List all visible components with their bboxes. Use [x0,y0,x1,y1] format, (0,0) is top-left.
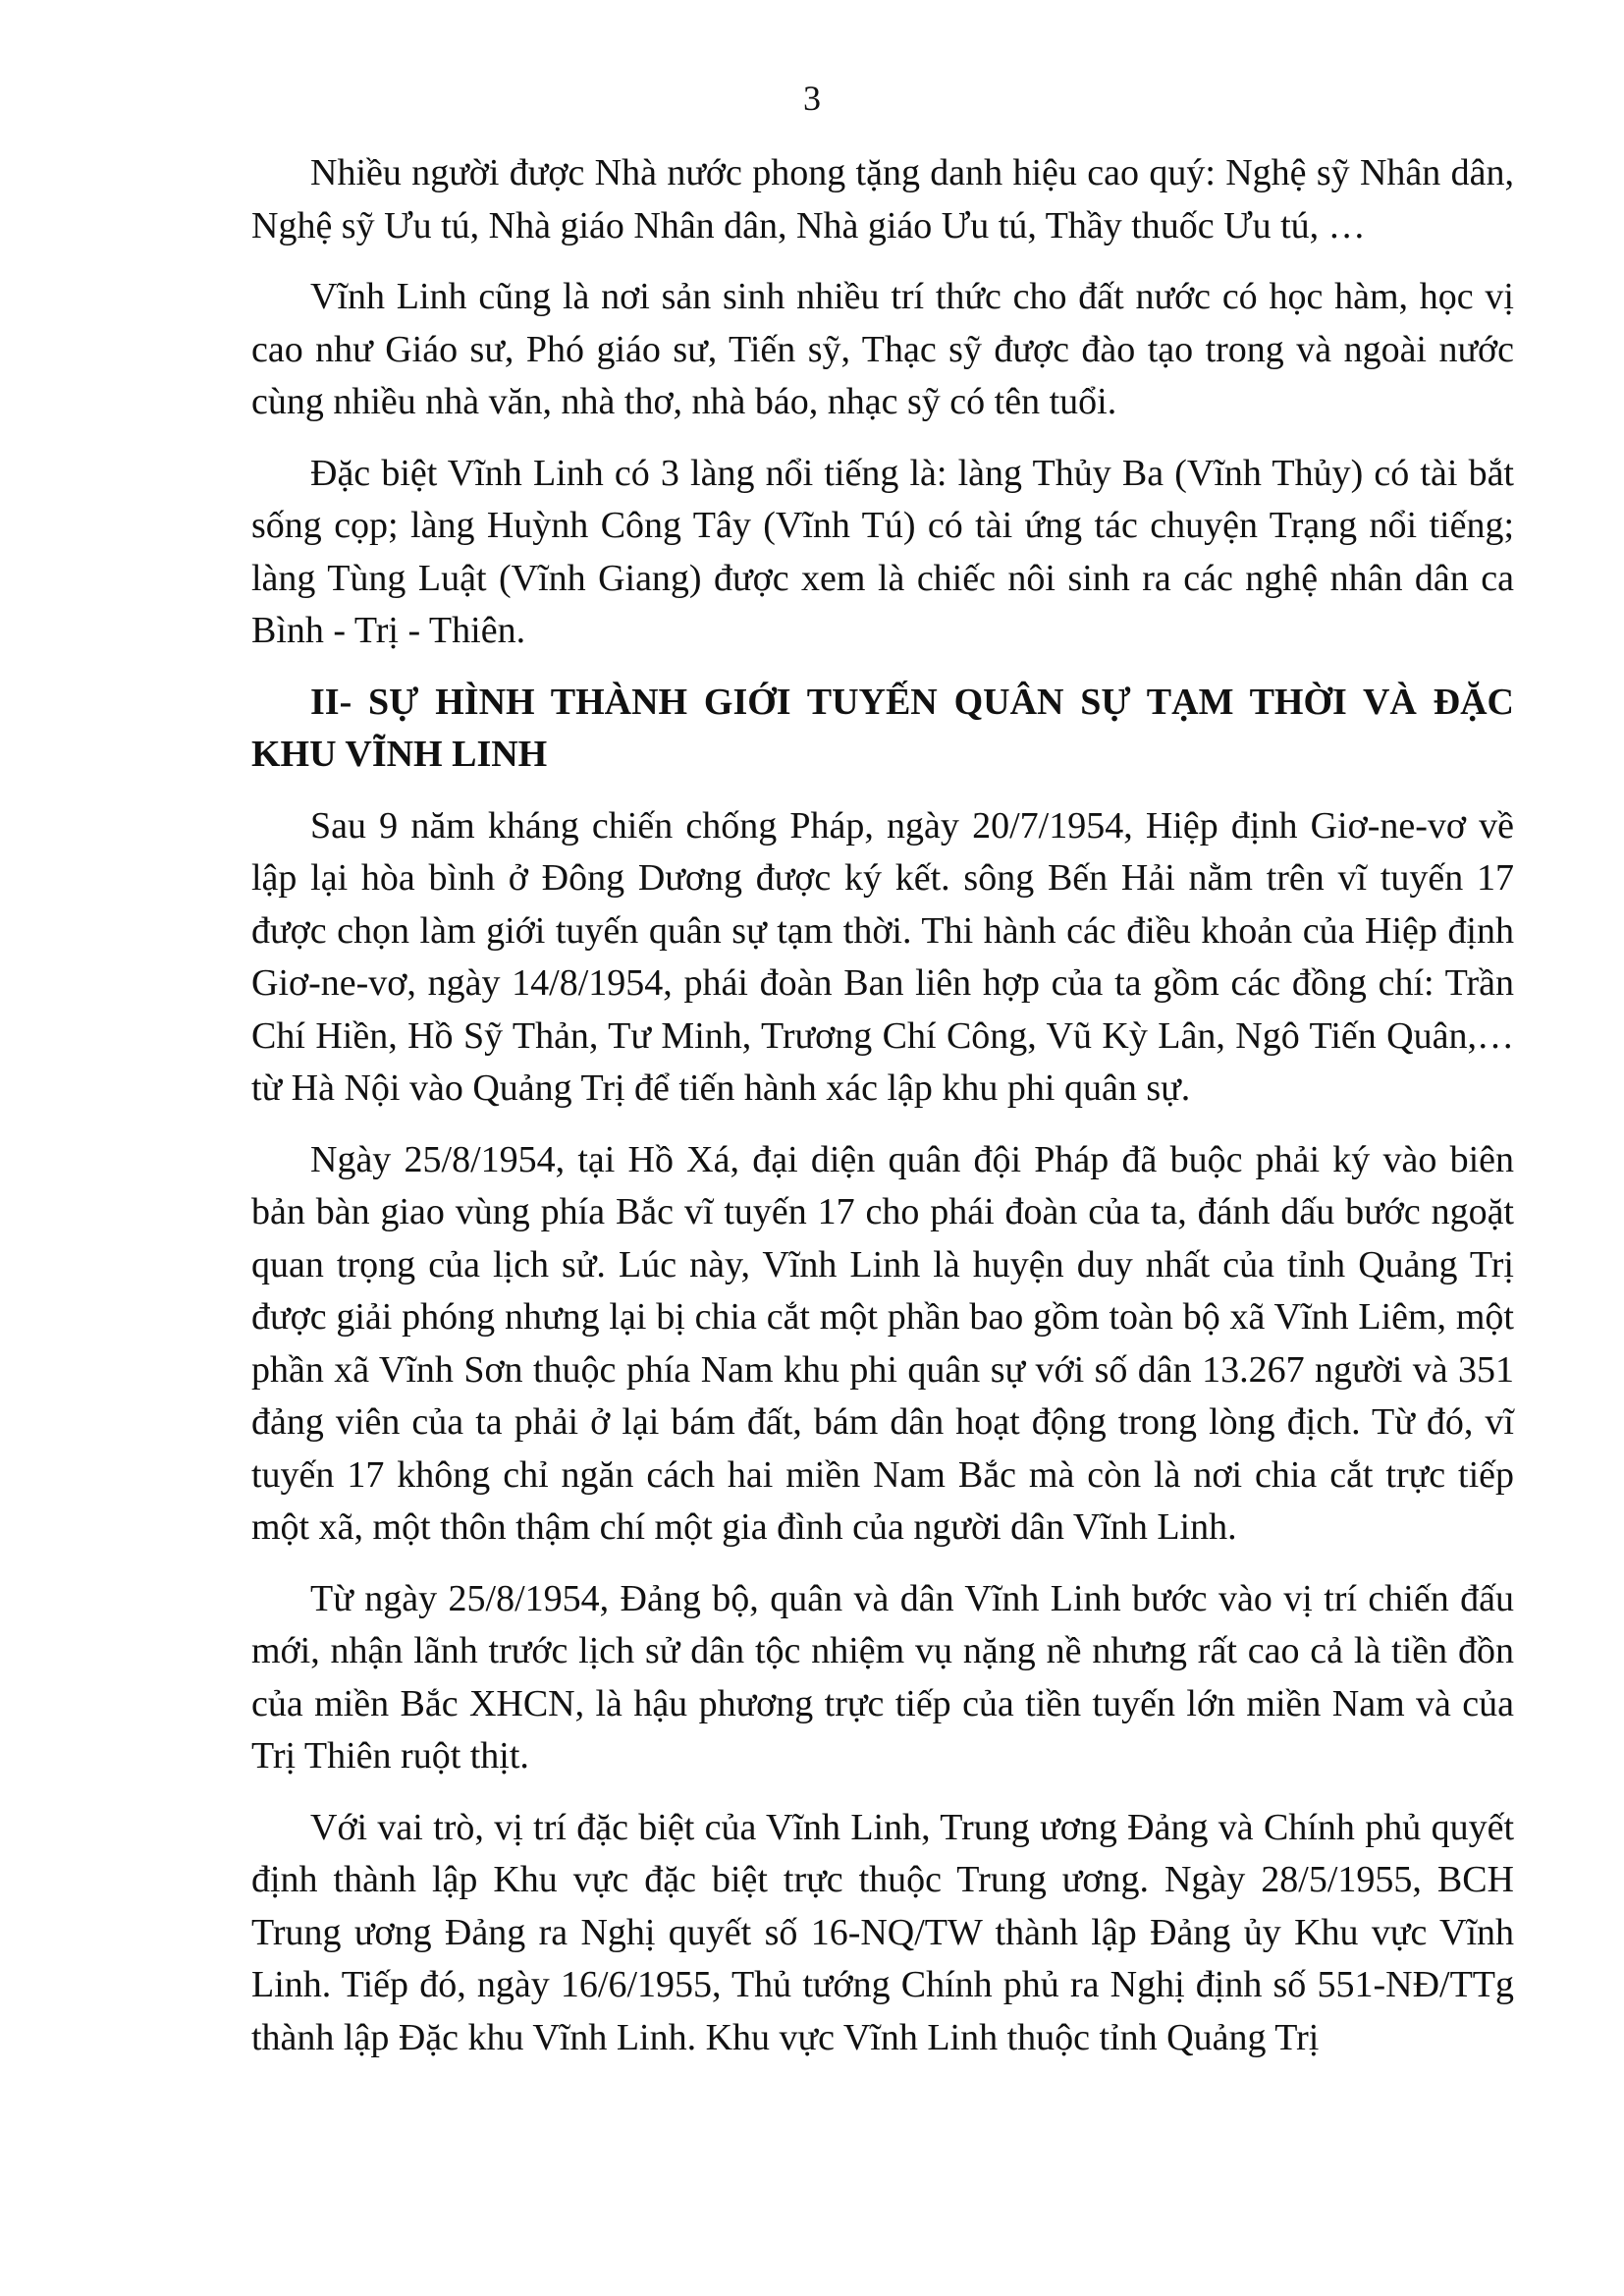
paragraph-ho-xa-handover: Ngày 25/8/1954, tại Hồ Xá, đại diện quân đội Pháp đã buộc phải ký vào biên bản bàn giao vùng phía Bắc vĩ tuyến 17 cho phái đoàn của ta, đánh dấu bước ngoặt quan trọng của lịch sử. Lúc này, Vĩnh Linh là huyện duy nhất của tỉnh Quảng Trị được giải phóng nhưng lại bị chia cắt một phần bao gồm toàn bộ xã Vĩnh Liêm, một phần xã Vĩnh Sơn thuộc phía Nam khu phi quân sự với số dân 13.267 người và 351 đảng viên của ta phải ở lại bám đất, bám dân hoạt động trong lòng địch. Từ đó, vĩ tuyến 17 không chỉ ngăn cách hai miền Nam Bắc mà còn là nơi chia cắt trực tiếp một xã, một thôn thậm chí một gia đình của người dân Vĩnh Linh. [251,1138,1514,1548]
paragraph-geneva-accords: Sau 9 năm kháng chiến chống Pháp, ngày 20/7/1954, Hiệp định Giơ-ne-vơ về lập lại hòa bình ở Đông Dương được ký kết. sông Bến Hải nằm trên vĩ tuyến 17 được chọn làm giới tuyến quân sự tạm thời. Thi hành các điều khoản của Hiệp định Giơ-ne-vơ, ngày 14/8/1954, phái đoàn Ban liên hợp của ta gồm các đồng chí: Trần Chí Hiền, Hồ Sỹ Thản, Tư Minh, Trương Chí Công, Vũ Kỳ Lân, Ngô Tiến Quân,… từ Hà Nội vào Quảng Trị để tiến hành xác lập khu phi quân sự. [251,804,1514,1109]
paragraph-intellectuals: Vĩnh Linh cũng là nơi sản sinh nhiều trí thức cho đất nước có học hàm, học vị cao như Giáo sư, Phó giáo sư, Tiến sỹ, Thạc sỹ được đào tạo trong và ngoài nước cùng nhiều nhà văn, nhà thơ, nhà báo, nhạc sỹ có tên tuổi. [251,276,1514,422]
page-number: 3 [803,79,821,118]
paragraph-honors: Nhiều người được Nhà nước phong tặng danh hiệu cao quý: Nghệ sỹ Nhân dân, Nghệ sỹ Ưu tú, Nhà giáo Nhân dân, Nhà giáo Ưu tú, Thầy thuốc Ưu tú, … [251,152,1514,246]
paragraph-famous-villages: Đặc biệt Vĩnh Linh có 3 làng nổi tiếng là: làng Thủy Ba (Vĩnh Thủy) có tài bắt sống cọp; làng Huỳnh Công Tây (Vĩnh Tú) có tài ứng tác chuyện Trạng nổi tiếng; làng Tùng Luật (Vĩnh Giang) được xem là chiếc nôi sinh ra các nghệ nhân dân ca Bình - Trị - Thiên. [251,452,1514,651]
paragraph-new-mission: Từ ngày 25/8/1954, Đảng bộ, quân và dân Vĩnh Linh bước vào vị trí chiến đấu mới, nhận lãnh trước lịch sử dân tộc nhiệm vụ nặng nề nhưng rất cao cả là tiền đồn của miền Bắc XHCN, là hậu phương trực tiếp của tiền tuyến lớn miền Nam và của Trị Thiên ruột thịt. [251,1577,1514,1777]
document-body [251,147,1514,2083]
paragraph-special-zone: Với vai trò, vị trí đặc biệt của Vĩnh Linh, Trung ương Đảng và Chính phủ quyết định thành lập Khu vực đặc biệt trực thuộc Trung ương. Ngày 28/5/1955, BCH Trung ương Đảng ra Nghị quyết số 16-NQ/TW thành lập Đảng ủy Khu vực Vĩnh Linh. Tiếp đó, ngày 16/6/1955, Thủ tướng Chính phủ ra Nghị định số 551-NĐ/TTg thành lập Đặc khu Vĩnh Linh. Khu vực Vĩnh Linh thuộc tỉnh Quảng Trị [251,1806,1514,2058]
section-heading: II- SỰ HÌNH THÀNH GIỚI TUYẾN QUÂN SỰ TẠM THỜI VÀ ĐẶC KHU VĨNH LINH [251,681,1514,775]
